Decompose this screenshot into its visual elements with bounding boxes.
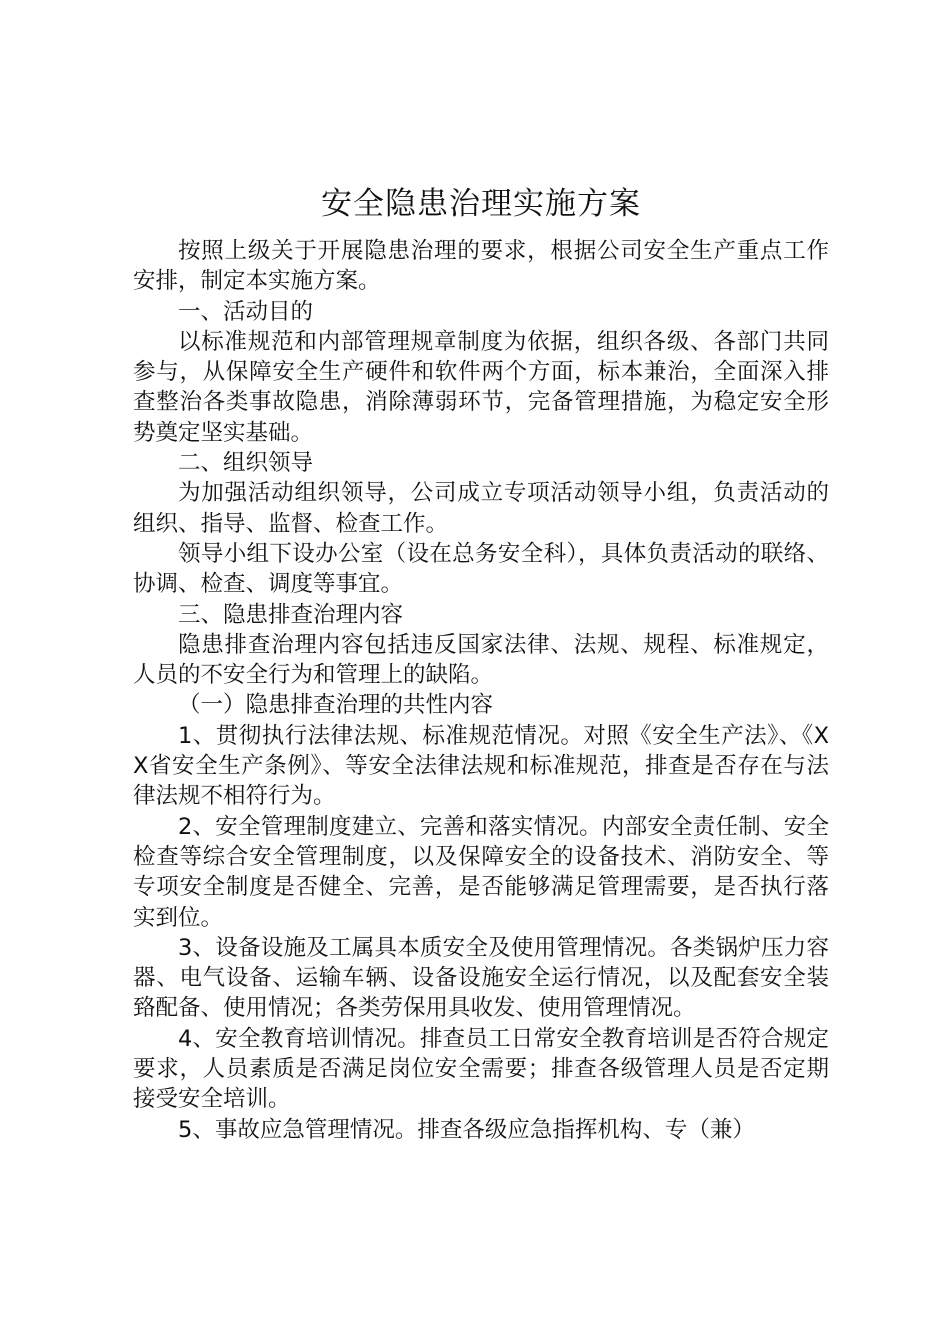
item-5-paragraph: 5、事故应急管理情况。排查各级应急指挥机构、专（兼） xyxy=(178,1116,755,1143)
item-3-paragraph: 3、设备设施及工属具本质安全及使用管理情况。各类锅炉压力容器、电气设备、运输车辆、设备设施安全运行情况，以及配套安全装臵配备、使用情况；各类劳保用具收发、使用管理情况。 xyxy=(133,934,829,1022)
item-2-paragraph: 2、安全管理制度建立、完善和落实情况。内部安全责任制、安全检查等综合安全管理制度，以及保障安全的设备技术、消防安全、等专项安全制度是否健全、完善，是否能够满足管理需要，是否执行落实到位。 xyxy=(133,813,829,931)
item-4-paragraph: 4、安全教育培训情况。排查员工日常安全教育培训是否符合规定要求，人员素质是否满足岗位安全需要；排查各级管理人员是否定期接受安全培训。 xyxy=(133,1025,829,1113)
section-heading-purpose: 一、活动目的 xyxy=(178,298,314,325)
document-title: 安全隐患治理实施方案 xyxy=(321,186,641,222)
section-heading-content: 三、隐患排查治理内容 xyxy=(178,601,404,628)
organization-paragraph-1: 为加强活动组织领导，公司成立专项活动领导小组，负责活动的组织、指导、监督、检查工作。 xyxy=(133,480,829,537)
item-1-paragraph: 1、贯彻执行法律法规、标准规范情况。对照《安全生产法》、《XX省安全生产条例》、等安全法律法规和标准规范，排查是否存在与法律法规不相符行为。 xyxy=(133,722,829,810)
document-page xyxy=(133,184,829,1145)
subsection-heading-common: （一）隐患排查治理的共性内容 xyxy=(178,692,494,719)
section-heading-organization: 二、组织领导 xyxy=(178,450,314,477)
purpose-paragraph: 以标准规范和内部管理规章制度为依据，组织各级、各部门共同参与，从保障安全生产硬件和软件两个方面，标本兼治，全面深入排查整治各类事故隐患，消除薄弱环节，完备管理措施，为稳定安全形势奠定坚实基础。 xyxy=(133,328,829,446)
intro-paragraph: 按照上级关于开展隐患治理的要求，根据公司安全生产重点工作安排，制定本实施方案。 xyxy=(133,238,829,295)
organization-paragraph-2: 领导小组下设办公室（设在总务安全科），具体负责活动的联络、协调、检查、调度等事宜。 xyxy=(133,540,829,598)
content-paragraph: 隐患排查治理内容包括违反国家法律、法规、规程、标准规定，人员的不安全行为和管理上的缺陷。 xyxy=(133,631,829,689)
